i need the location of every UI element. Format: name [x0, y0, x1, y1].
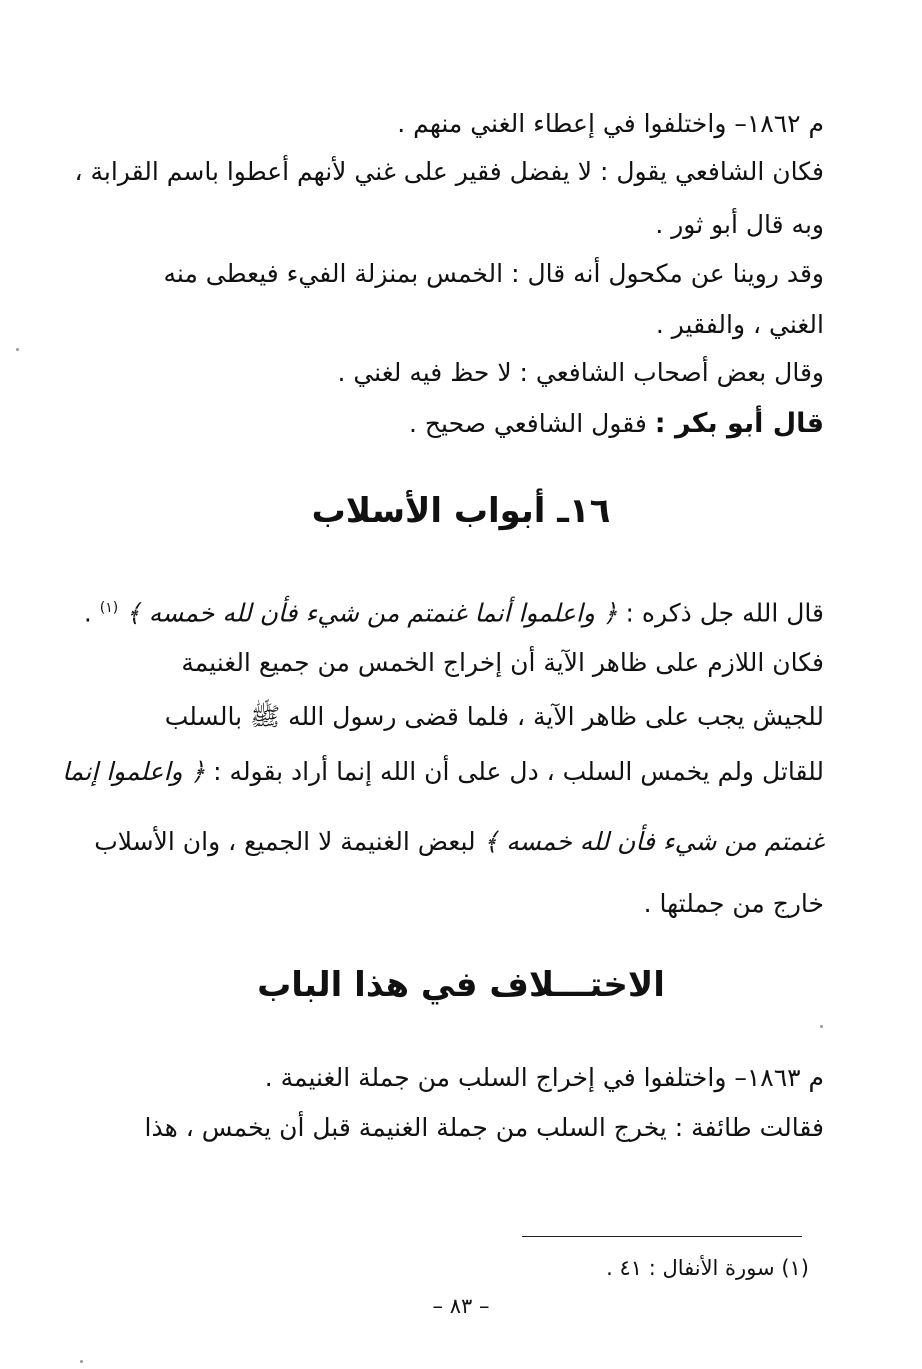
footnote-divider — [522, 1236, 802, 1237]
period: . — [83, 598, 92, 628]
abu-bakr-text: فقول الشافعي صحيح . — [409, 409, 647, 438]
text-line: وبه قال أبو ثور . — [655, 210, 824, 239]
footnote-ref: (١) — [99, 600, 119, 616]
masala-1863-line: م ١٨٦٣– واختلفوا في إخراج السلب من جملة الغنيمة . — [264, 1063, 824, 1092]
text-line: وقد روينا عن مكحول أنه قال : الخمس بمنزلة الفيء فيعطى منه — [163, 259, 824, 288]
section-heading-ikhtilaf: الاختـــلاف في هذا الباب — [257, 965, 665, 1005]
text-span: لبعض الغنيمة لا الجميع ، وان الأسلاب — [94, 827, 476, 856]
text-line — [94, 822, 824, 862]
scan-speck — [820, 1025, 823, 1028]
text-line: الغني ، والفقير . — [655, 310, 824, 339]
abu-bakr-label: قال أبو بكر : — [654, 408, 824, 439]
quran-verse: غنمتم من شيء فأن لله خمسه ﴾ — [483, 827, 824, 856]
section-heading-aslab: ١٦ـ أبواب الأسلاب — [311, 491, 611, 531]
text-span: للقاتل ولم يخمس السلب ، دل على أن الله إنما أراد بقوله : — [213, 757, 824, 786]
text-line — [409, 404, 824, 444]
quran-verse: ﴿ واعلموا أنما غنمتم من شيء فأن لله خمسه ﴾ — [126, 598, 618, 628]
scan-speck — [80, 1360, 83, 1363]
footnote: (١) سورة الأنفال : ٤١ . — [606, 1256, 809, 1280]
text-line: خارج من جملتها . — [643, 889, 824, 918]
text-line — [62, 752, 824, 792]
text-line: فقالت طائفة : يخرج السلب من جملة الغنيمة قبل أن يخمس ، هذا — [144, 1113, 824, 1142]
scan-speck — [16, 348, 19, 351]
text-line: فكان الشافعي يقول : لا يفضل فقير على غني لأنهم أعطوا باسم القرابة ، — [74, 157, 824, 186]
text-line — [84, 588, 824, 633]
text-line: فكان اللازم على ظاهر الآية أن إخراج الخمس من جميع الغنيمة — [181, 648, 824, 677]
text-line: للجيش يجب على ظاهر الآية ، فلما قضى رسول الله ﷺ بالسلب — [164, 702, 824, 731]
quran-verse: ﴿ واعلموا إنما — [62, 757, 206, 786]
masala-1862-line: م ١٨٦٢– واختلفوا في إعطاء الغني منهم . — [397, 109, 824, 138]
text-line: وقال بعض أصحاب الشافعي : لا حظ فيه لغني . — [337, 358, 824, 387]
page-number: – ٨٣ – — [432, 1294, 490, 1318]
verse-intro: قال الله جل ذكره : — [625, 598, 824, 628]
